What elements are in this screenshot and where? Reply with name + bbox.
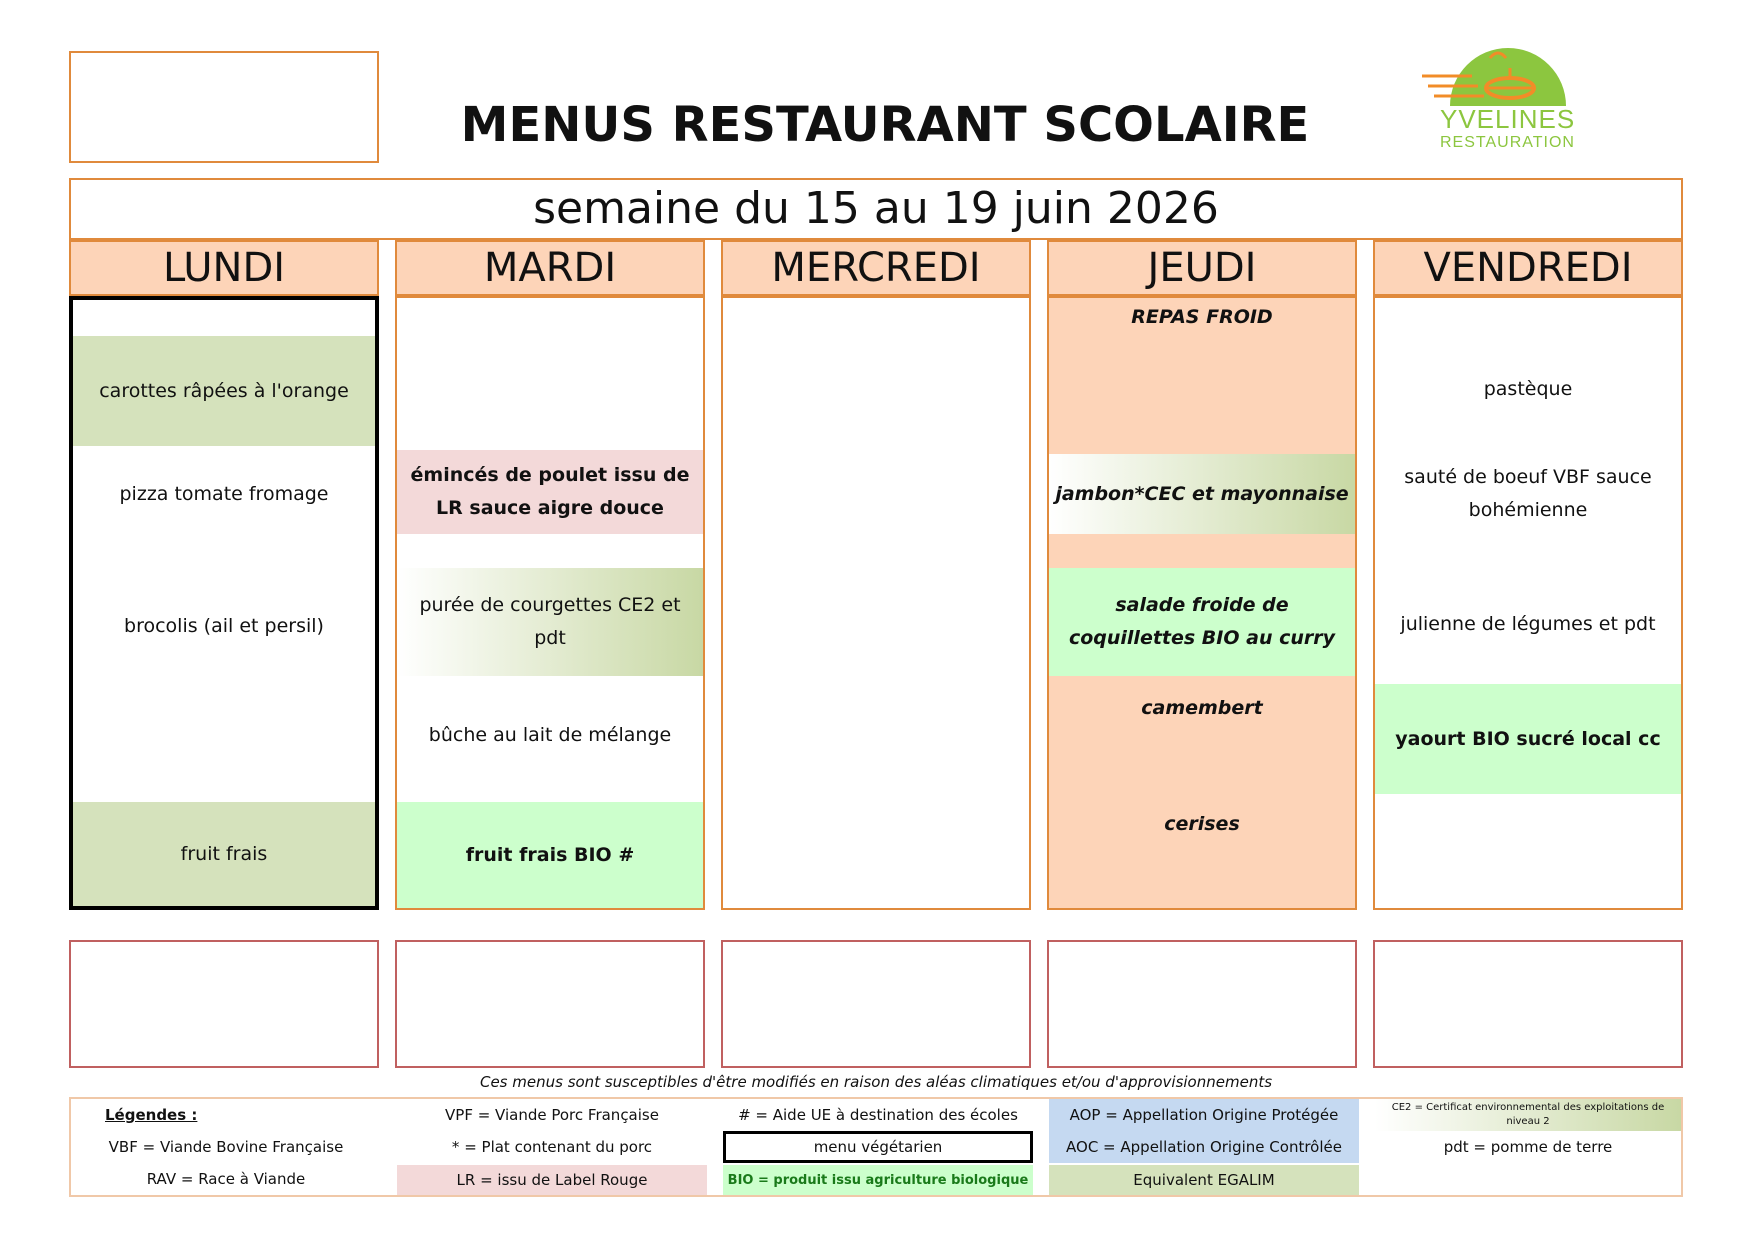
day-column-jeudi — [1047, 296, 1357, 910]
bottom-box-lundi — [69, 940, 379, 1068]
legend-egalim: Equivalent EGALIM — [1049, 1165, 1359, 1195]
logo-text-line1: YVELINES — [1440, 104, 1576, 134]
day-header-lundi: LUNDI — [69, 240, 379, 296]
menu-item: sauté de boeuf VBF sauce bohémienne — [1404, 466, 1652, 521]
top-left-box — [69, 51, 379, 163]
legend-vegetarien: menu végétarien — [723, 1131, 1033, 1163]
logo — [1420, 36, 1590, 154]
day-header-mardi: MARDI — [395, 240, 705, 296]
page-title: MENUS RESTAURANT SCOLAIRE — [460, 97, 1310, 153]
legend-aop: AOP = Appellation Origine Protégée — [1049, 1099, 1359, 1131]
menu-item: pastèque — [1483, 377, 1573, 400]
menu-item: salade froide de coquillettes BIO au curry — [1049, 568, 1355, 676]
legend-ue: # = Aide UE à destination des écoles — [738, 1106, 1018, 1124]
repas-froid-note: REPAS FROID — [1131, 305, 1273, 328]
bottom-box-jeudi — [1047, 940, 1357, 1068]
legend-bio: BIO = produit issu agriculture biologique — [723, 1165, 1033, 1195]
day-column-mardi — [395, 296, 705, 910]
menu-item: carottes râpées à l'orange — [73, 336, 375, 446]
legend-vpf: VPF = Viande Porc Française — [445, 1106, 659, 1124]
week-banner — [69, 178, 1683, 240]
menu-item: brocolis (ail et persil) — [124, 614, 324, 637]
menu-item: jambon*CEC et mayonnaise — [1049, 454, 1355, 534]
bottom-box-mardi — [395, 940, 705, 1068]
menu-item: purée de courgettes CE2 et pdt — [397, 568, 703, 676]
day-header-mercredi: MERCREDI — [721, 240, 1031, 296]
menu-item: pizza tomate fromage — [119, 482, 329, 505]
menu-item: émincés de poulet issu de LR sauce aigre douce — [397, 450, 703, 534]
menu-item: camembert — [1141, 696, 1263, 719]
legend-ce2: CE2 = Certificat environnemental des exploitations de niveau 2 — [1375, 1099, 1681, 1131]
logo-text-line2: RESTAURATION — [1440, 134, 1575, 151]
menu-item: fruit frais — [73, 802, 375, 906]
legend-aoc: AOC = Appellation Origine Contrôlée — [1049, 1131, 1359, 1163]
legend-porc: * = Plat contenant du porc — [451, 1138, 653, 1156]
day-header-jeudi: JEUDI — [1047, 240, 1357, 296]
menu-item: cerises — [1164, 812, 1240, 835]
bottom-box-vendredi — [1373, 940, 1683, 1068]
day-column-mercredi — [721, 296, 1031, 910]
week-title: semaine du 15 au 19 juin 2026 — [533, 183, 1219, 234]
menu-item: bûche au lait de mélange — [428, 723, 672, 746]
day-column-vendredi — [1373, 296, 1683, 910]
menu-item: yaourt BIO sucré local cc — [1375, 684, 1681, 794]
legend-lr: LR = issu de Label Rouge — [397, 1165, 707, 1195]
bottom-box-mercredi — [721, 940, 1031, 1068]
legend-vbf: VBF = Viande Bovine Française — [108, 1138, 344, 1156]
legend-title: Légendes : — [105, 1106, 198, 1124]
legend-pdt: pdt = pomme de terre — [1443, 1138, 1613, 1156]
legend-rav: RAV = Race à Viande — [146, 1170, 306, 1188]
disclaimer: Ces menus sont susceptibles d'être modifiés en raison des aléas climatiques et/ou d'approvisionnements — [479, 1073, 1273, 1091]
legend — [69, 1097, 1683, 1197]
day-header-vendredi: VENDREDI — [1373, 240, 1683, 296]
day-column-lundi — [69, 296, 379, 910]
menu-item: fruit frais BIO # — [397, 802, 703, 908]
menu-item: julienne de légumes et pdt — [1400, 612, 1656, 635]
